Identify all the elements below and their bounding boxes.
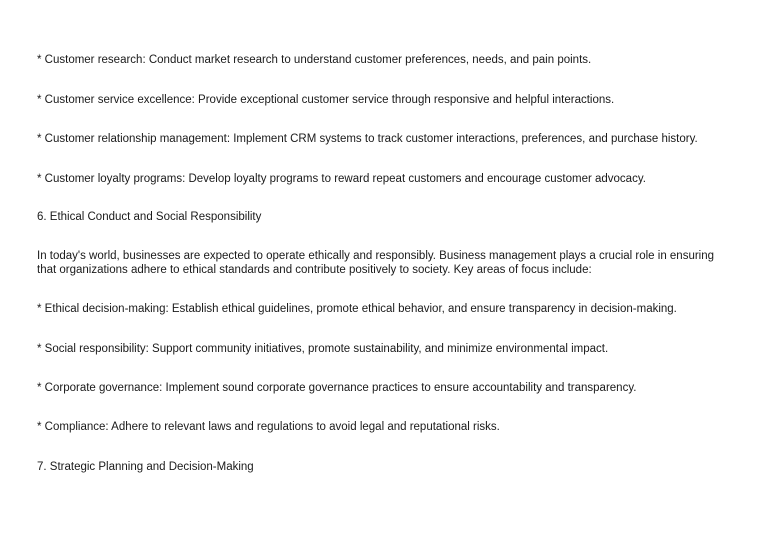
bullet-customer-service-excellence: * Customer service excellence: Provide exceptional customer service through responsive and helpful interactions. — [37, 94, 615, 106]
bullet-corporate-governance: * Corporate governance: Implement sound corporate governance practices to ensure accountability and transparency. — [37, 382, 637, 394]
intro-paragraph-ethics: In today's world, businesses are expected to operate ethically and responsibly. Business management plays a crucial role in ensuring that organizations adhere to ethical standards and contribute positively to society. Key areas of focus include: — [37, 250, 715, 276]
bullet-customer-relationship-mgmt: * Customer relationship management: Implement CRM systems to track customer interactions, preferences, and purchase history. — [37, 133, 698, 145]
bullet-compliance: * Compliance: Adhere to relevant laws and regulations to avoid legal and reputational risks. — [37, 421, 500, 433]
bullet-customer-loyalty-programs: * Customer loyalty programs: Develop loyalty programs to reward repeat customers and encourage customer advocacy. — [37, 173, 646, 185]
bullet-social-responsibility: * Social responsibility: Support community initiatives, promote sustainability, and minimize environmental impact. — [37, 343, 609, 355]
section-heading-strategic-planning: 7. Strategic Planning and Decision-Making — [37, 461, 254, 473]
bullet-customer-research: * Customer research: Conduct market research to understand customer preferences, needs, and pain points. — [37, 54, 592, 66]
bullet-ethical-decision-making: * Ethical decision-making: Establish ethical guidelines, promote ethical behavior, and ensure transparency in decision-making. — [37, 303, 677, 315]
section-heading-ethical-conduct: 6. Ethical Conduct and Social Responsibility — [37, 211, 262, 223]
